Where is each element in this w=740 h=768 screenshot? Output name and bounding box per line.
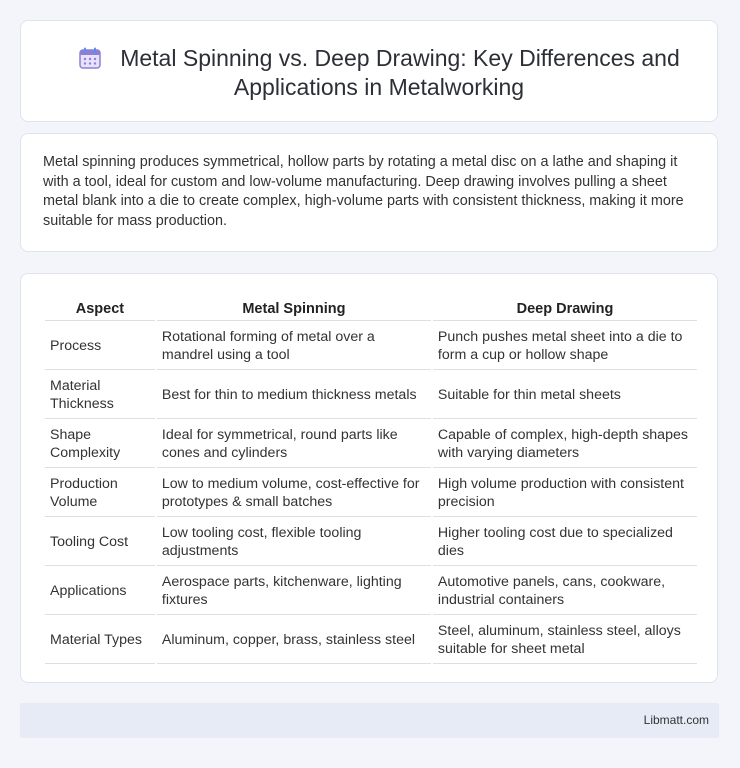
deep-drawing-cell: Punch pushes metal sheet into a die to form a cup or hollow shape	[433, 323, 697, 370]
aspect-cell: Production Volume	[45, 470, 155, 517]
table-row	[45, 568, 697, 615]
deep-drawing-cell: Steel, aluminum, stainless steel, alloys suitable for sheet metal	[433, 617, 697, 664]
footer	[20, 703, 719, 738]
table-header-row	[45, 296, 697, 321]
table-row	[45, 470, 697, 517]
comparison-card	[20, 273, 718, 683]
header-metal-spinning: Metal Spinning	[157, 296, 431, 321]
table-row	[45, 519, 697, 566]
calendar-icon	[78, 47, 102, 69]
header-deep-drawing: Deep Drawing	[433, 296, 697, 321]
metal-spinning-cell: Ideal for symmetrical, round parts like cones and cylinders	[157, 421, 431, 468]
deep-drawing-cell: Higher tooling cost due to specialized dies	[433, 519, 697, 566]
footer-source[interactable]: Libmatt.com	[643, 713, 709, 727]
aspect-cell: Material Thickness	[45, 372, 155, 419]
table-row	[45, 372, 697, 419]
metal-spinning-cell: Best for thin to medium thickness metals	[157, 372, 431, 419]
table-row	[45, 421, 697, 468]
header-aspect: Aspect	[45, 296, 155, 321]
metal-spinning-cell: Low tooling cost, flexible tooling adjustments	[157, 519, 431, 566]
aspect-cell: Tooling Cost	[45, 519, 155, 566]
summary-text: Metal spinning produces symmetrical, hollow parts by rotating a metal disc on a lathe and shaping it with a tool, ideal for custom and low-volume manufacturing. Deep drawing involves pulling a sheet metal blank into a die to create complex, high-volume parts with consistent thickness, making it more suitable for mass production.	[43, 154, 684, 229]
aspect-cell: Material Types	[45, 617, 155, 664]
deep-drawing-cell: High volume production with consistent precision	[433, 470, 697, 517]
metal-spinning-cell: Low to medium volume, cost-effective for prototypes & small batches	[157, 470, 431, 517]
deep-drawing-cell: Suitable for thin metal sheets	[433, 372, 697, 419]
aspect-cell: Process	[45, 323, 155, 370]
title-card	[20, 20, 718, 122]
comparison-table	[43, 294, 699, 666]
metal-spinning-cell: Aluminum, copper, brass, stainless steel	[157, 617, 431, 664]
page-title: Metal Spinning vs. Deep Drawing: Key Differences and Applications in Metalworking	[120, 45, 680, 100]
page-title-wrap	[61, 44, 697, 102]
table-row	[45, 617, 697, 664]
aspect-cell: Applications	[45, 568, 155, 615]
table-row	[45, 323, 697, 370]
aspect-cell: Shape Complexity	[45, 421, 155, 468]
metal-spinning-cell: Aerospace parts, kitchenware, lighting fixtures	[157, 568, 431, 615]
deep-drawing-cell: Automotive panels, cans, cookware, industrial containers	[433, 568, 697, 615]
summary-card	[20, 133, 718, 252]
deep-drawing-cell: Capable of complex, high-depth shapes with varying diameters	[433, 421, 697, 468]
metal-spinning-cell: Rotational forming of metal over a mandrel using a tool	[157, 323, 431, 370]
